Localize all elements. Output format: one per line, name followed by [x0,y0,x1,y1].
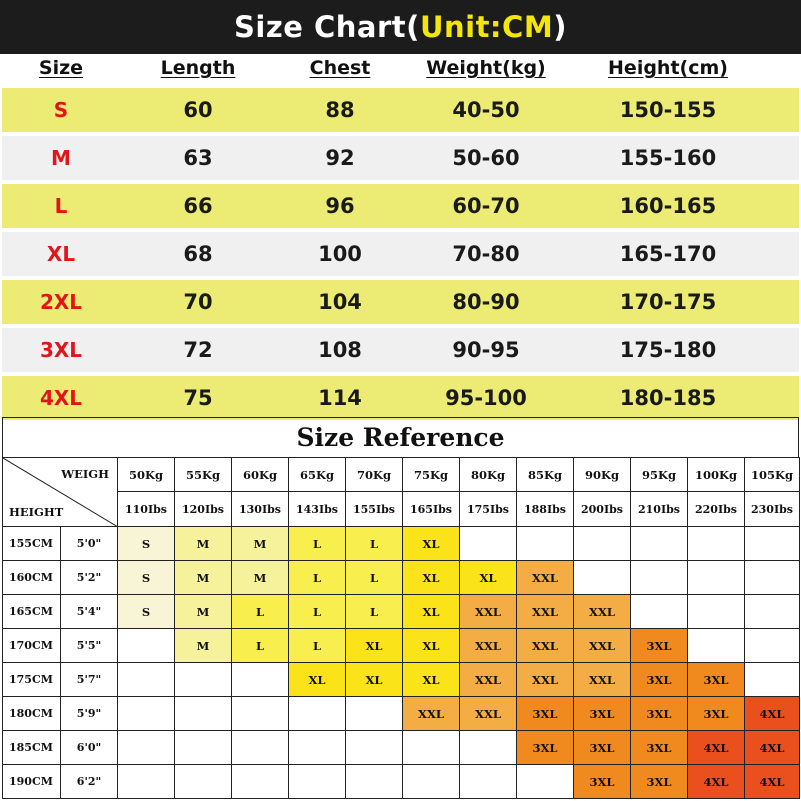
size-cell: S [118,527,175,561]
empty-cell [517,527,574,561]
empty-cell [175,731,232,765]
height-cm: 155CM [3,527,61,561]
empty-cell [631,527,688,561]
size-cell: XXL [403,697,460,731]
size-cell: XL [346,663,403,697]
height-value: 165-170 [619,242,717,266]
height-cm: 180CM [3,697,61,731]
size-cell: 3XL [574,765,631,799]
size-cell: L [346,595,403,629]
size-chart-header [0,54,801,86]
empty-cell [631,595,688,629]
weight-value: 95-100 [445,386,527,410]
weight-lbs-header: 110Ibs [118,492,175,527]
header-length: Length [160,57,236,79]
empty-cell [574,527,631,561]
empty-cell [688,527,745,561]
height-value: 175-180 [619,338,717,362]
height-cm: 175CM [3,663,61,697]
weight-kg-header: 70Kg [346,458,403,492]
size-cell: 3XL [631,697,688,731]
height-value: 170-175 [619,290,717,314]
weight-lbs-header: 200Ibs [574,492,631,527]
empty-cell [403,765,460,799]
empty-cell [460,765,517,799]
empty-cell [118,765,175,799]
weight-kg-header: 85Kg [517,458,574,492]
empty-cell [118,629,175,663]
length-value: 68 [183,242,213,266]
weight-kg-header: 55Kg [175,458,232,492]
size-cell: 3XL [631,629,688,663]
height-ft: 5'0" [61,527,118,561]
height-row [3,629,800,663]
height-value: 150-155 [619,98,717,122]
header-size: Size [38,57,84,79]
size-cell: XXL [460,595,517,629]
header-weight: Weight(kg) [426,57,546,79]
size-cell: 3XL [631,765,688,799]
weight-kg-header: 80Kg [460,458,517,492]
size-chart-row [0,326,801,374]
size-cell: 3XL [631,731,688,765]
length-value: 66 [183,194,213,218]
empty-cell [745,663,800,697]
size-value: 3XL [39,338,83,362]
height-cm: 160CM [3,561,61,595]
empty-cell [232,731,289,765]
size-reference-title: Size Reference [2,417,799,457]
weight-kg-header: 105Kg [745,458,800,492]
size-cell: XXL [517,561,574,595]
empty-cell [688,561,745,595]
size-cell: S [118,561,175,595]
length-value: 75 [183,386,213,410]
chest-value: 114 [318,386,362,410]
empty-cell [289,765,346,799]
size-cell: M [175,595,232,629]
size-cell: M [232,527,289,561]
chest-value: 108 [318,338,362,362]
size-cell: XXL [574,629,631,663]
length-value: 60 [183,98,213,122]
size-cell: 4XL [688,731,745,765]
header-chest: Chest [309,57,371,79]
size-cell: XXL [574,595,631,629]
empty-cell [460,731,517,765]
weight-lbs-header: 165Ibs [403,492,460,527]
height-row [3,527,800,561]
empty-cell [118,731,175,765]
weight-value: 40-50 [452,98,520,122]
size-value: 4XL [39,386,83,410]
weight-lbs-header: 175Ibs [460,492,517,527]
size-cell: M [175,629,232,663]
weight-kg-header: 60Kg [232,458,289,492]
size-chart-table [0,54,801,422]
weight-kg-header: 65Kg [289,458,346,492]
height-ft: 6'2" [61,765,118,799]
title-paren-close: ) [553,10,567,44]
size-cell: M [232,561,289,595]
size-cell: L [346,561,403,595]
empty-cell [118,663,175,697]
empty-cell [745,561,800,595]
size-cell: XL [460,561,517,595]
title-unit: Unit:CM [419,10,554,44]
chest-value: 92 [325,146,355,170]
size-chart-title [0,0,801,54]
size-cell: M [175,561,232,595]
empty-cell [460,527,517,561]
size-cell: 4XL [745,731,800,765]
height-ft: 6'0" [61,731,118,765]
height-ft: 5'4" [61,595,118,629]
empty-cell [346,731,403,765]
size-chart-row [0,278,801,326]
chest-value: 100 [318,242,362,266]
size-cell: XL [403,527,460,561]
weigh-height-corner [3,458,118,527]
weight-lbs-header: 220Ibs [688,492,745,527]
weight-lbs-header: 188Ibs [517,492,574,527]
size-cell: M [175,527,232,561]
empty-cell [688,629,745,663]
size-cell: 4XL [745,765,800,799]
size-chart-row [0,374,801,422]
weight-value: 60-70 [452,194,520,218]
title-paren-open: ( [406,10,420,44]
height-row [3,595,800,629]
empty-cell [403,731,460,765]
height-value: 160-165 [619,194,717,218]
size-chart-row [0,182,801,230]
size-cell: XXL [517,629,574,663]
size-cell: XL [403,629,460,663]
size-cell: 3XL [517,697,574,731]
height-ft: 5'2" [61,561,118,595]
weight-lbs-header: 120Ibs [175,492,232,527]
height-row [3,697,800,731]
height-row [3,561,800,595]
chest-value: 104 [318,290,362,314]
size-cell: XXL [460,663,517,697]
size-reference-table [2,457,800,799]
size-cell: 4XL [688,765,745,799]
empty-cell [118,697,175,731]
size-cell: 3XL [688,663,745,697]
empty-cell [745,527,800,561]
height-row [3,765,800,799]
height-row [3,663,800,697]
size-cell: XL [403,595,460,629]
height-label: HEIGHT [9,505,64,519]
height-cm: 170CM [3,629,61,663]
height-ft: 5'5" [61,629,118,663]
size-cell: XXL [517,663,574,697]
empty-cell [346,697,403,731]
weight-kg-header: 75Kg [403,458,460,492]
size-chart-row [0,134,801,182]
weight-kg-header: 100Kg [688,458,745,492]
length-value: 63 [183,146,213,170]
weight-kg-header: 90Kg [574,458,631,492]
size-chart-row [0,230,801,278]
title-main: Size Chart [234,10,407,44]
empty-cell [517,765,574,799]
weight-lbs-header: 230Ibs [745,492,800,527]
size-value: XL [46,242,76,266]
size-value: 2XL [39,290,83,314]
length-value: 72 [183,338,213,362]
size-cell: L [232,595,289,629]
weight-kg-header: 95Kg [631,458,688,492]
empty-cell [631,561,688,595]
weight-lbs-header: 130Ibs [232,492,289,527]
height-cm: 185CM [3,731,61,765]
height-cm: 165CM [3,595,61,629]
size-cell: L [346,527,403,561]
size-cell: L [289,595,346,629]
weight-value: 50-60 [452,146,520,170]
size-chart-row [0,86,801,134]
empty-cell [574,561,631,595]
empty-cell [232,663,289,697]
weight-kg-header: 50Kg [118,458,175,492]
weight-lbs-header: 210Ibs [631,492,688,527]
size-cell: 4XL [745,697,800,731]
empty-cell [289,697,346,731]
size-cell: XL [289,663,346,697]
size-cell: XXL [460,697,517,731]
header-height: Height(cm) [608,57,728,79]
empty-cell [745,629,800,663]
weight-value: 70-80 [452,242,520,266]
height-row [3,731,800,765]
size-cell: L [289,561,346,595]
empty-cell [688,595,745,629]
weight-value: 90-95 [452,338,520,362]
size-cell: XXL [574,663,631,697]
size-cell: 3XL [688,697,745,731]
size-cell: L [232,629,289,663]
height-cm: 190CM [3,765,61,799]
size-cell: L [289,629,346,663]
chest-value: 88 [325,98,355,122]
weight-lbs-header: 155Ibs [346,492,403,527]
size-value: L [54,194,68,218]
height-ft: 5'7" [61,663,118,697]
weight-lbs-row [3,492,800,527]
chest-value: 96 [325,194,355,218]
weigh-label: WEIGH [61,467,109,481]
size-cell: 3XL [517,731,574,765]
weight-value: 80-90 [452,290,520,314]
size-cell: XXL [460,629,517,663]
weight-lbs-header: 143Ibs [289,492,346,527]
empty-cell [232,765,289,799]
height-value: 180-185 [619,386,717,410]
empty-cell [745,595,800,629]
size-value: M [51,146,71,170]
size-cell: 3XL [631,663,688,697]
empty-cell [289,731,346,765]
size-cell: 3XL [574,731,631,765]
height-ft: 5'9" [61,697,118,731]
size-cell: 3XL [574,697,631,731]
size-cell: XL [403,663,460,697]
size-cell: S [118,595,175,629]
empty-cell [175,765,232,799]
size-cell: XL [403,561,460,595]
empty-cell [175,663,232,697]
empty-cell [175,697,232,731]
size-cell: XL [346,629,403,663]
size-cell: XXL [517,595,574,629]
size-value: S [53,98,69,122]
height-value: 155-160 [619,146,717,170]
size-cell: L [289,527,346,561]
empty-cell [346,765,403,799]
weight-kg-row [3,458,800,492]
length-value: 70 [183,290,213,314]
empty-cell [232,697,289,731]
